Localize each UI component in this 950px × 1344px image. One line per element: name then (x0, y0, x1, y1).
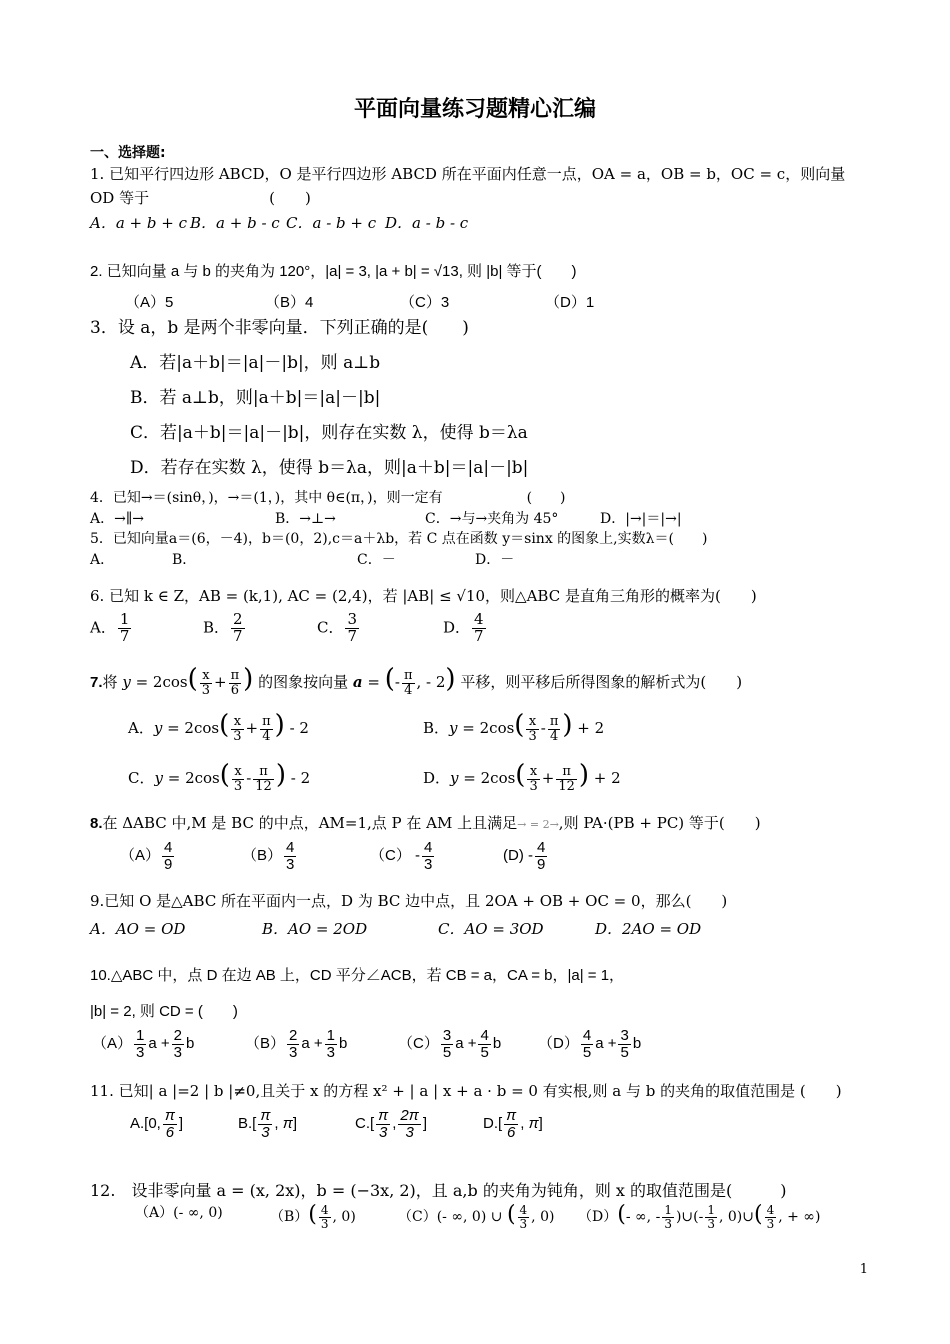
q11-option-c: C.[ $\frac{\pi}{3}$ , $\frac{2\pi}{3}$ ] (355, 1107, 427, 1141)
q4-option-c: C．→与→夹角为 45° (425, 511, 559, 527)
q5-option-c: C．－ (357, 552, 396, 568)
q6-option-b: B． $\frac{2}{7}$ (203, 610, 243, 645)
q7-option-d: D．y = 2cos( $\frac{x}{3}$ + $\frac{\pi}{12}$ ) + 2 (423, 760, 621, 794)
q11-option-a: A.[0, $\frac{\pi}{6}$ ] (130, 1107, 184, 1141)
q3-option-a: A．若|a＋b|＝|a|－|b|，则 a⊥b (130, 353, 381, 373)
q9-option-d: D．2AO = OD (595, 920, 702, 938)
question-6-stem: 6. 已知 k ∈ Z，AB = (k,1), AC = (2,4)，若 |AB| ≤ √10，则△ABC 是直角三角形的概率为( ) (90, 587, 757, 605)
q5-option-d: D．－ (475, 552, 515, 568)
q10-option-d: （D） $\frac{4}{5}$ a + $\frac{3}{5}$ b (538, 1027, 642, 1061)
q7-option-a: A．y = 2cos( $\frac{x}{3}$ + $\frac{\pi}{4}$ ) - 2 (128, 710, 309, 744)
question-3-stem: 3．设 a，b 是两个非零向量．下列正确的是( ) (90, 318, 469, 338)
q5-option-b: B． (172, 552, 197, 568)
q11-option-d: D.[ $\frac{\pi}{6}$ , π] (483, 1107, 543, 1141)
q6-option-a: A． $\frac{1}{7}$ (90, 610, 130, 645)
q8-option-a: （A） $\frac{4}{9}$ (120, 839, 173, 873)
q3-option-b: B．若 a⊥b，则|a＋b|＝|a|－|b| (130, 388, 381, 408)
q2-option-d: （D）1 (545, 294, 595, 311)
q5-option-a: A． (90, 552, 115, 568)
q4-option-a: A．→∥→ (90, 511, 145, 527)
q3-option-d: D．若存在实数 λ，使得 b＝λa，则|a＋b|＝|a|－|b| (130, 458, 529, 478)
question-5-stem: 5．已知向量a＝(6，－4)，b＝(0，2),c＝a＋λb，若 C 点在函数 y＝sinx 的图象上,实数λ＝( ) (90, 531, 708, 547)
question-9-stem: 9.已知 O 是△ABC 所在平面内一点，D 为 BC 边中点，且 2OA + OB + OC = 0，那么( ) (90, 892, 728, 910)
q12-option-d: （D）(- ∞, - $\frac{1}{3}$ )∪(- $\frac{1}{3}$ , 0)∪( $\frac{4}{3}$ , + ∞) (578, 1202, 821, 1231)
page-number: 1 (859, 1262, 868, 1277)
question-1-stem: 1. 已知平行四边形 ABCD，O 是平行四边形 ABCD 所在平面内任意一点，OA = a，OB = b，OC = c，则向量 (90, 165, 846, 183)
q10-option-b: （B） $\frac{2}{3}$ a + $\frac{1}{3}$ b (245, 1027, 348, 1061)
page-title: 平面向量练习题精心汇编 (353, 97, 596, 122)
q8-option-d: (D) - $\frac{4}{9}$ (503, 839, 546, 873)
question-10-stem: 10.△ABC 中，点 D 在边 AB 上，CD 平分∠ACB，若 CB = a，CA = b，|a| = 1， (90, 967, 625, 984)
q3-option-c: C．若|a＋b|＝|a|－|b|，则存在实数 λ，使得 b＝λa (130, 423, 528, 443)
q6-option-d: D． $\frac{4}{7}$ (443, 610, 484, 645)
q2-option-a: （A）5 (125, 294, 174, 311)
q7-option-b: B．y = 2cos( $\frac{x}{3}$ - $\frac{\pi}{4}$ ) + 2 (423, 710, 605, 744)
q11-option-b: B.[ $\frac{\pi}{3}$ , π] (238, 1107, 297, 1141)
q9-option-c: C．AO = 3OD (438, 920, 544, 938)
q9-option-a: A．AO = OD (90, 920, 186, 938)
q2-option-b: （B）4 (265, 294, 314, 311)
q6-option-c: C． $\frac{3}{7}$ (317, 610, 358, 645)
question-12-stem: 12. 设非零向量 a = (x, 2x)，b = (−3x, 2)，且 a,b 的夹角为钝角，则 x 的取值范围是( ) (90, 1181, 787, 1200)
question-8-stem: 8.在 ΔABC 中,M 是 BC 的中点，AM=1,点 P 在 AM 上且满足→ = 2→,则 PA·(PB + PC) 等于( ) (90, 814, 761, 832)
q2-option-c: （C）3 (400, 294, 450, 311)
question-7-stem: 7.将 y = 2cos( $\frac{x}{3}$ + $\frac{\pi}{6}$ ) 的图象按向量 a = (- $\frac{\pi}{4}$ , - 2) 平移，则平移后所得图象的解析式为( ) (90, 664, 743, 698)
q1-option-d: D．a - b - c (385, 214, 469, 232)
q7-option-c: C．y = 2cos( $\frac{x}{3}$ - $\frac{\pi}{12}$ ) - 2 (128, 760, 311, 794)
section-heading: 一、选择题: (90, 145, 166, 161)
q10-option-c: （C） $\frac{3}{5}$ a + $\frac{4}{5}$ b (398, 1027, 502, 1061)
question-10-stem-cont: |b| = 2, 则 CD = ( ) (90, 1003, 238, 1020)
question-11-stem: 11. 已知| a |=2 | b |≠0,且关于 x 的方程 x² + | a | x + a · b = 0 有实根,则 a 与 b 的夹角的取值范围是 ( ) (90, 1082, 842, 1100)
q12-option-c: （C）(- ∞, 0) ∪ ( $\frac{4}{3}$ , 0) (398, 1202, 555, 1231)
question-1-stem-cont: OD 等于 ( ) (90, 189, 311, 207)
q8-option-c: （C） - $\frac{4}{3}$ (370, 839, 433, 873)
q8-option-b: （B） $\frac{4}{3}$ (242, 839, 295, 873)
q4-option-b: B．→⊥→ (275, 511, 336, 527)
question-4-stem: 4．已知→＝(sinθ，)，→＝(1，)，其中 θ∈(π，)，则一定有 ( ) (90, 490, 566, 506)
q10-option-a: （A） $\frac{1}{3}$ a + $\frac{2}{3}$ b (92, 1027, 195, 1061)
q4-option-d: D．|→|＝|→| (600, 511, 682, 527)
q1-option-a: A．a + b + c (90, 214, 187, 232)
q12-option-a: （A）(- ∞, 0) (135, 1205, 223, 1221)
q9-option-b: B．AO = 2OD (262, 920, 368, 938)
question-2-stem: 2. 已知向量 a 与 b 的夹角为 120°，|a| = 3, |a + b| = √13, 则 |b| 等于( ) (90, 263, 577, 280)
q12-option-b: （B）( $\frac{4}{3}$ , 0) (270, 1202, 356, 1231)
q1-option-c: C．a - b + c (286, 214, 377, 232)
q1-option-b: B．a + b - c (190, 214, 280, 232)
